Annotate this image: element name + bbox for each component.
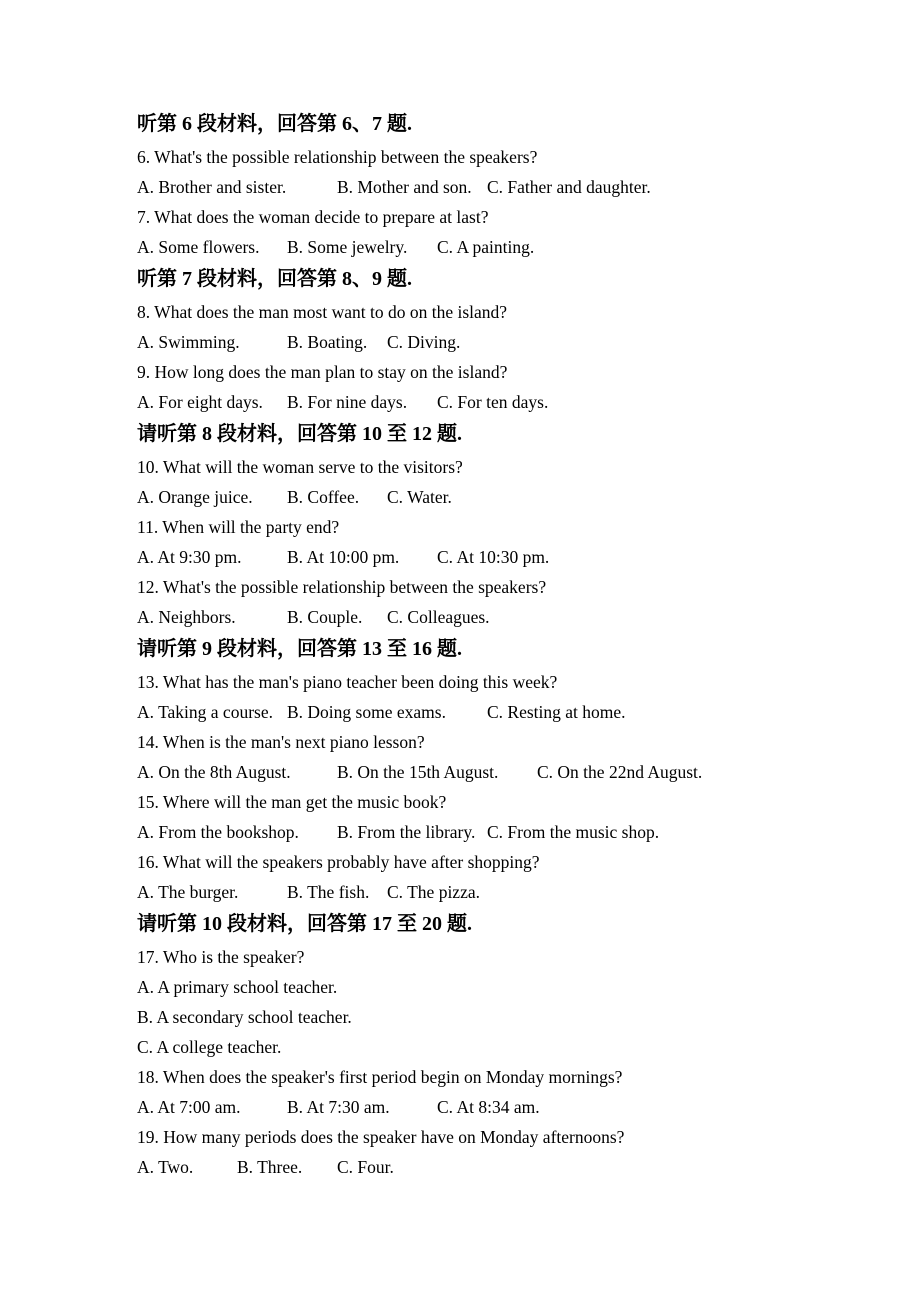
option-item: B. Three. xyxy=(237,1157,303,1177)
option-item: A. At 9:30 pm. xyxy=(137,547,242,567)
option-item: B. Coffee. xyxy=(287,487,360,507)
question-line: 13. What has the man's piano teacher been doing this week? xyxy=(137,672,558,692)
option-item: C. Four. xyxy=(337,1157,394,1177)
options-line xyxy=(137,602,880,632)
option-item: C. For ten days. xyxy=(437,392,549,412)
section-instruction: 听第 7 段材料，回答第 8、9 题. xyxy=(137,268,412,290)
options-line xyxy=(137,757,880,787)
option-item: A. Brother and sister. xyxy=(137,177,287,197)
option-item: C. At 10:30 pm. xyxy=(437,547,550,567)
option-item: B. At 7:30 am. xyxy=(287,1097,390,1117)
options-line xyxy=(137,817,880,847)
option-item: A. Neighbors. xyxy=(137,607,236,627)
section-instruction: 请听第 9 段材料，回答第 13 至 16 题. xyxy=(137,638,462,660)
option-item: C. Father and daughter. xyxy=(487,177,651,197)
option-line xyxy=(137,1032,880,1062)
options-line xyxy=(137,1092,880,1122)
option-item: B. On the 15th August. xyxy=(337,762,499,782)
option-item: B. From the library. xyxy=(337,822,476,842)
option-item: C. The pizza. xyxy=(387,882,480,902)
option-item: C. From the music shop. xyxy=(487,822,660,842)
option-item: C. Colleagues. xyxy=(387,607,490,627)
option-item: C. At 8:34 am. xyxy=(437,1097,540,1117)
option-item: A. Two. xyxy=(137,1157,194,1177)
question-line: 19. How many periods does the speaker have on Monday afternoons? xyxy=(137,1127,625,1147)
option-item: A. The burger. xyxy=(137,882,239,902)
options-line xyxy=(137,172,880,202)
question-line: 9. How long does the man plan to stay on the island? xyxy=(137,362,508,382)
option-item: C. A painting. xyxy=(437,237,535,257)
options-line xyxy=(137,232,880,262)
question-line: 12. What's the possible relationship between the speakers? xyxy=(137,577,547,597)
option-item: A. On the 8th August. xyxy=(137,762,291,782)
options-line xyxy=(137,697,880,727)
option-item: B. The fish. xyxy=(287,882,370,902)
option-item: B. For nine days. xyxy=(287,392,408,412)
option-item: A. A primary school teacher. xyxy=(137,977,338,997)
options-line xyxy=(137,327,880,357)
option-item: A. At 7:00 am. xyxy=(137,1097,241,1117)
option-item: C. A college teacher. xyxy=(137,1037,282,1057)
option-item: A. Some flowers. xyxy=(137,237,260,257)
option-item: A. Swimming. xyxy=(137,332,240,352)
question-line: 17. Who is the speaker? xyxy=(137,947,305,967)
question-line: 16. What will the speakers probably have after shopping? xyxy=(137,852,540,872)
option-item: C. Diving. xyxy=(387,332,461,352)
option-item: A. Taking a course. xyxy=(137,702,273,722)
section-instruction: 请听第 8 段材料，回答第 10 至 12 题. xyxy=(137,423,462,445)
option-item: B. Boating. xyxy=(287,332,368,352)
option-line xyxy=(137,972,880,1002)
option-item: B. Doing some exams. xyxy=(287,702,446,722)
option-item: A. From the bookshop. xyxy=(137,822,299,842)
section-instruction: 听第 6 段材料，回答第 6、7 题. xyxy=(137,113,412,135)
options-line xyxy=(137,542,880,572)
option-item: C. Resting at home. xyxy=(487,702,626,722)
options-line xyxy=(137,387,880,417)
question-line: 10. What will the woman serve to the visitors? xyxy=(137,457,463,477)
options-line xyxy=(137,482,880,512)
option-item: C. Water. xyxy=(387,487,452,507)
options-line xyxy=(137,877,880,907)
option-line xyxy=(137,1002,880,1032)
option-item: B. A secondary school teacher. xyxy=(137,1007,352,1027)
option-item: B. Mother and son. xyxy=(337,177,472,197)
option-item: B. At 10:00 pm. xyxy=(287,547,400,567)
options-line xyxy=(137,1152,880,1182)
question-line: 15. Where will the man get the music book? xyxy=(137,792,447,812)
question-line: 18. When does the speaker's first period begin on Monday mornings? xyxy=(137,1067,623,1087)
option-item: B. Some jewelry. xyxy=(287,237,408,257)
question-line: 14. When is the man's next piano lesson? xyxy=(137,732,425,752)
question-line: 8. What does the man most want to do on the island? xyxy=(137,302,508,322)
section-instruction: 请听第 10 段材料，回答第 17 至 20 题. xyxy=(137,913,472,935)
option-item: B. Couple. xyxy=(287,607,363,627)
option-item: C. On the 22nd August. xyxy=(537,762,703,782)
question-line: 6. What's the possible relationship between the speakers? xyxy=(137,147,538,167)
question-line: 11. When will the party end? xyxy=(137,517,340,537)
option-item: A. Orange juice. xyxy=(137,487,253,507)
option-item: A. For eight days. xyxy=(137,392,263,412)
question-line: 7. What does the woman decide to prepare at last? xyxy=(137,207,489,227)
